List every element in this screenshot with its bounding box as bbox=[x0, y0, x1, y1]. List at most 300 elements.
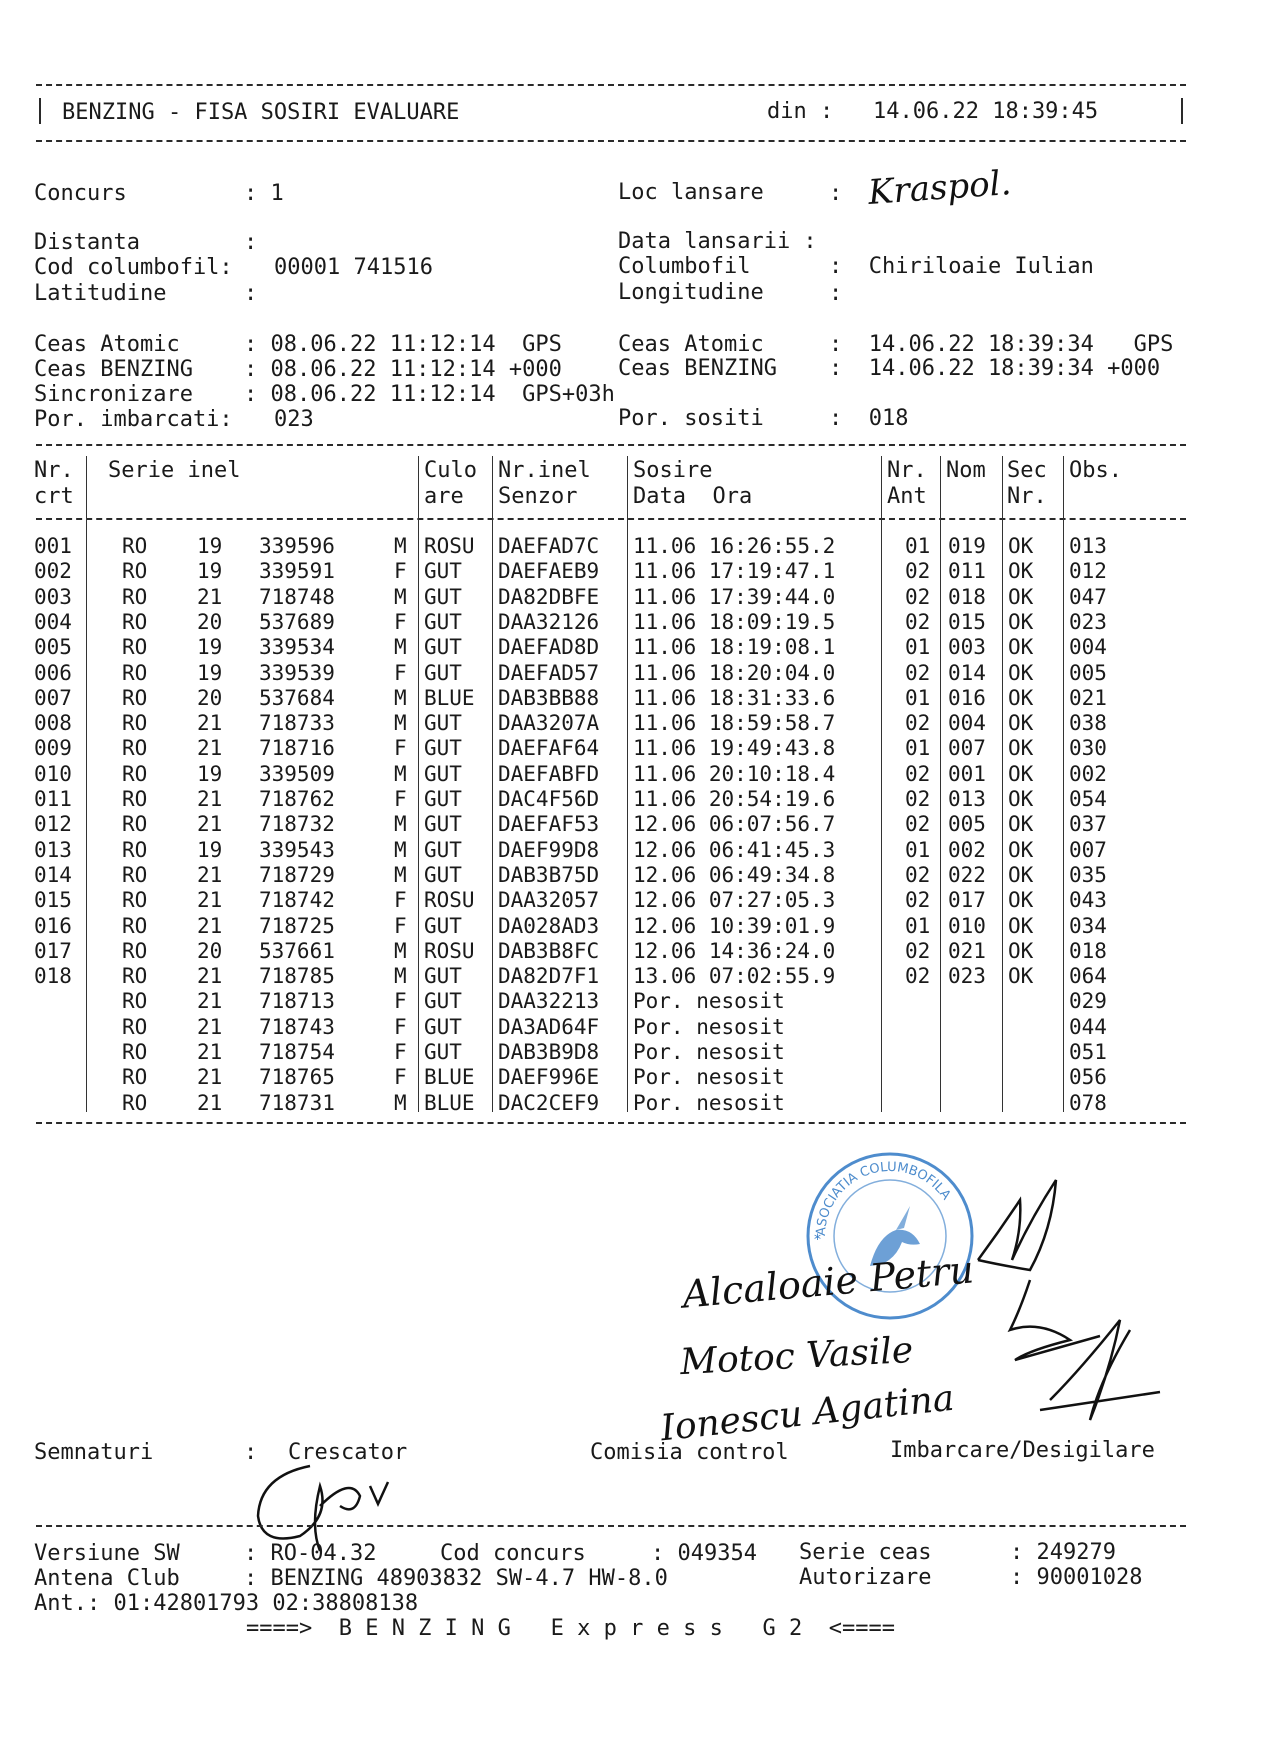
row-color: GUT bbox=[424, 812, 462, 837]
row-crt: 013 bbox=[34, 837, 72, 862]
row-country: RO bbox=[122, 660, 148, 685]
row-ring: 718732 bbox=[259, 812, 335, 837]
row-sensor: DAB3B8FC bbox=[498, 938, 600, 963]
row-crt: 016 bbox=[34, 913, 72, 938]
cod-columbofil-value: 00001 741516 bbox=[274, 255, 433, 280]
row-ant: 02 bbox=[905, 660, 931, 685]
header-right-bar bbox=[1181, 98, 1183, 124]
row-ring: 339534 bbox=[259, 635, 335, 660]
table-row bbox=[0, 585, 1276, 610]
table-row bbox=[0, 914, 1276, 939]
row-arrival: 12.06 14:36:24.0 bbox=[633, 938, 836, 963]
signature-comisia-1: Alcaloaie Petru bbox=[680, 1247, 976, 1317]
row-ant: 02 bbox=[905, 761, 931, 786]
longitudine-value: : bbox=[829, 281, 843, 306]
row-ring: 537684 bbox=[259, 685, 335, 710]
row-sensor: DAA32213 bbox=[498, 989, 600, 1014]
latitudine-value: : bbox=[244, 281, 258, 306]
table-row bbox=[0, 1040, 1276, 1065]
row-country: RO bbox=[122, 1014, 148, 1039]
row-arrival: 12.06 06:49:34.8 bbox=[633, 862, 836, 887]
col-nrinel-header: Nr.inel bbox=[498, 458, 591, 483]
row-color: ROSU bbox=[424, 534, 475, 558]
col-obs-header: Obs. bbox=[1069, 458, 1122, 483]
row-sex: F bbox=[394, 989, 407, 1014]
row-nom: 011 bbox=[948, 559, 986, 584]
table-row bbox=[0, 1065, 1276, 1090]
row-sec: OK bbox=[1008, 534, 1034, 558]
row-nom: 014 bbox=[948, 660, 986, 685]
table-bottom-rule bbox=[36, 1122, 1186, 1124]
row-sensor: DAEF996E bbox=[498, 1065, 600, 1090]
row-color: GUT bbox=[424, 736, 462, 761]
row-ant: 02 bbox=[905, 812, 931, 837]
row-country: RO bbox=[122, 938, 148, 963]
por-sositi-value: : 018 bbox=[829, 406, 909, 431]
row-arrival: Por. nesosit bbox=[633, 1014, 785, 1039]
columbofil-label: Columbofil bbox=[618, 254, 751, 279]
row-ring: 339509 bbox=[259, 761, 335, 786]
row-crt: 007 bbox=[34, 685, 72, 710]
row-year: 20 bbox=[197, 938, 223, 963]
row-sex: F bbox=[394, 660, 407, 685]
row-nom: 019 bbox=[948, 534, 986, 558]
row-arrival: 13.06 07:02:55.9 bbox=[633, 964, 836, 989]
row-sex: M bbox=[394, 1090, 407, 1115]
row-ant: 01 bbox=[905, 534, 931, 558]
row-sensor: DAEFAEB9 bbox=[498, 559, 600, 584]
row-obs: 078 bbox=[1069, 1090, 1107, 1115]
row-nom: 003 bbox=[948, 635, 986, 660]
row-color: ROSU bbox=[424, 938, 475, 963]
row-crt: 017 bbox=[34, 938, 72, 963]
row-year: 21 bbox=[197, 989, 223, 1014]
row-country: RO bbox=[122, 635, 148, 660]
row-sex: M bbox=[394, 685, 407, 710]
row-country: RO bbox=[122, 989, 148, 1014]
table-row bbox=[0, 787, 1276, 812]
antena-club-value: : BENZING 48903832 SW-4.7 HW-8.0 bbox=[244, 1566, 668, 1591]
row-nom: 021 bbox=[948, 938, 986, 963]
row-nom: 022 bbox=[948, 862, 986, 887]
row-sec: OK bbox=[1008, 787, 1034, 811]
table-row bbox=[0, 812, 1276, 837]
row-country: RO bbox=[122, 1040, 148, 1064]
table-row bbox=[0, 838, 1276, 863]
ceas-benzing-left-label: Ceas BENZING bbox=[34, 357, 193, 382]
por-imbarcati-label: Por. imbarcati: bbox=[34, 407, 233, 432]
row-sex: M bbox=[394, 761, 407, 786]
concurs-value: : 1 bbox=[244, 181, 284, 206]
row-ant: 02 bbox=[905, 862, 931, 887]
col-are-header: are bbox=[424, 484, 464, 509]
row-arrival: 11.06 18:19:08.1 bbox=[633, 635, 836, 660]
row-sex: M bbox=[394, 837, 407, 862]
row-arrival: 11.06 18:09:19.5 bbox=[633, 609, 836, 634]
row-country: RO bbox=[122, 736, 148, 761]
row-color: GUT bbox=[424, 609, 462, 634]
row-color: GUT bbox=[424, 913, 462, 938]
col-sec-header: Sec bbox=[1007, 458, 1047, 483]
row-sec: OK bbox=[1008, 913, 1034, 938]
cod-concurs-label: Cod concurs bbox=[440, 1541, 586, 1566]
ceas-atomic-right-value: : 14.06.22 18:39:34 GPS bbox=[829, 332, 1174, 357]
row-nom: 013 bbox=[948, 787, 986, 811]
row-sex: F bbox=[394, 1040, 407, 1064]
col-secnr-header: Nr. bbox=[1007, 484, 1047, 509]
row-sec: OK bbox=[1008, 964, 1034, 989]
row-obs: 029 bbox=[1069, 989, 1107, 1014]
row-sec: OK bbox=[1008, 660, 1034, 685]
row-sensor: DA3AD64F bbox=[498, 1014, 600, 1039]
row-year: 19 bbox=[197, 559, 223, 584]
row-country: RO bbox=[122, 1065, 148, 1090]
row-sec: OK bbox=[1008, 711, 1034, 736]
row-year: 20 bbox=[197, 685, 223, 710]
row-year: 21 bbox=[197, 888, 223, 913]
autorizare-label: Autorizare bbox=[799, 1565, 932, 1590]
row-sensor: DAC2CEF9 bbox=[498, 1090, 600, 1115]
row-obs: 012 bbox=[1069, 559, 1107, 584]
versiune-sw-value: : RO-04.32 bbox=[244, 1541, 377, 1566]
loc-lansare-label: Loc lansare bbox=[618, 180, 764, 205]
row-obs: 030 bbox=[1069, 736, 1107, 761]
distanta-label: Distanta bbox=[34, 230, 140, 255]
row-color: BLUE bbox=[424, 1065, 475, 1090]
row-nom: 018 bbox=[948, 584, 986, 609]
row-year: 21 bbox=[197, 787, 223, 811]
table-row bbox=[0, 888, 1276, 913]
table-row bbox=[0, 1015, 1276, 1040]
row-year: 21 bbox=[197, 1090, 223, 1115]
row-arrival: 11.06 18:31:33.6 bbox=[633, 685, 836, 710]
row-crt: 006 bbox=[34, 660, 72, 685]
row-obs: 002 bbox=[1069, 761, 1107, 786]
header-bottom-rule bbox=[36, 140, 1186, 142]
row-sec: OK bbox=[1008, 736, 1034, 761]
row-crt: 003 bbox=[34, 584, 72, 609]
row-ring: 718729 bbox=[259, 862, 335, 887]
row-arrival: 11.06 20:10:18.4 bbox=[633, 761, 836, 786]
row-year: 19 bbox=[197, 761, 223, 786]
row-country: RO bbox=[122, 913, 148, 938]
row-arrival: 11.06 18:59:58.7 bbox=[633, 711, 836, 736]
row-obs: 044 bbox=[1069, 1014, 1107, 1039]
row-sex: F bbox=[394, 787, 407, 811]
row-country: RO bbox=[122, 534, 148, 558]
row-year: 21 bbox=[197, 862, 223, 887]
date-label: din : bbox=[767, 99, 834, 124]
row-sensor: DAEFAF64 bbox=[498, 736, 600, 761]
row-ant: 02 bbox=[905, 609, 931, 634]
row-color: GUT bbox=[424, 584, 462, 609]
row-nom: 010 bbox=[948, 913, 986, 938]
row-year: 21 bbox=[197, 812, 223, 837]
stamp-text: ASOCIATIA COLUMBOFILA bbox=[813, 1159, 954, 1237]
row-year: 19 bbox=[197, 534, 223, 558]
row-sensor: DAB3B75D bbox=[498, 862, 600, 887]
row-country: RO bbox=[122, 559, 148, 584]
ceas-atomic-right-label: Ceas Atomic bbox=[618, 332, 764, 357]
row-country: RO bbox=[122, 584, 148, 609]
row-ring: 339591 bbox=[259, 559, 335, 584]
row-color: GUT bbox=[424, 559, 462, 584]
row-year: 21 bbox=[197, 1040, 223, 1064]
row-nom: 023 bbox=[948, 964, 986, 989]
col-culo-header: Culo bbox=[424, 458, 477, 483]
row-arrival: 12.06 07:27:05.3 bbox=[633, 888, 836, 913]
header-left-bar bbox=[39, 98, 41, 124]
table-row bbox=[0, 989, 1276, 1014]
row-nom: 015 bbox=[948, 609, 986, 634]
row-ring: 718725 bbox=[259, 913, 335, 938]
row-arrival: 11.06 16:26:55.2 bbox=[633, 534, 836, 558]
signature-imbarcare bbox=[960, 1170, 1170, 1440]
footer-top-rule bbox=[36, 1525, 1186, 1527]
row-sec: OK bbox=[1008, 862, 1034, 887]
row-crt: 005 bbox=[34, 635, 72, 660]
row-sex: M bbox=[394, 938, 407, 963]
data-lansarii-label: Data lansarii : bbox=[618, 229, 817, 254]
semnaturi-label: Semnaturi bbox=[34, 1440, 154, 1465]
row-sensor: DA028AD3 bbox=[498, 913, 600, 938]
row-ring: 339543 bbox=[259, 837, 335, 862]
row-sex: F bbox=[394, 559, 407, 584]
row-sec: OK bbox=[1008, 584, 1034, 609]
row-country: RO bbox=[122, 761, 148, 786]
row-year: 20 bbox=[197, 609, 223, 634]
row-obs: 013 bbox=[1069, 534, 1107, 558]
crescator-label: Crescator bbox=[288, 1440, 408, 1465]
col-ant-header: Ant bbox=[887, 484, 927, 509]
ceas-atomic-left-value: : 08.06.22 11:12:14 GPS bbox=[244, 332, 562, 357]
ceas-benzing-right-value: : 14.06.22 18:39:34 +000 bbox=[829, 356, 1161, 381]
col-nrant-header: Nr. bbox=[887, 458, 927, 483]
ceas-benzing-left-value: : 08.06.22 11:12:14 +000 bbox=[244, 357, 562, 382]
sincronizare-value: : 08.06.22 11:12:14 GPS+03h bbox=[244, 382, 615, 407]
row-sensor: DAEF99D8 bbox=[498, 837, 600, 862]
row-ring: 718743 bbox=[259, 1014, 335, 1039]
table-top-rule bbox=[36, 444, 1186, 446]
row-color: GUT bbox=[424, 862, 462, 887]
row-ant: 02 bbox=[905, 787, 931, 811]
row-sensor: DAEFABFD bbox=[498, 761, 600, 786]
row-crt: 001 bbox=[34, 534, 72, 558]
row-sensor: DAEFAF53 bbox=[498, 812, 600, 837]
row-ant: 01 bbox=[905, 736, 931, 761]
row-sex: M bbox=[394, 964, 407, 989]
serie-ceas-label: Serie ceas bbox=[799, 1540, 932, 1565]
row-color: BLUE bbox=[424, 1090, 475, 1115]
row-year: 21 bbox=[197, 1014, 223, 1039]
row-year: 21 bbox=[197, 736, 223, 761]
row-ant: 02 bbox=[905, 711, 931, 736]
row-ring: 718742 bbox=[259, 888, 335, 913]
table-row bbox=[0, 939, 1276, 964]
por-imbarcati-value: 023 bbox=[274, 407, 314, 432]
row-obs: 043 bbox=[1069, 888, 1107, 913]
ant-line: Ant.: 01:42801793 02:38808138 bbox=[34, 1591, 419, 1616]
table-row bbox=[0, 964, 1276, 989]
row-country: RO bbox=[122, 685, 148, 710]
row-sex: M bbox=[394, 534, 407, 558]
table-row bbox=[0, 762, 1276, 787]
sheet-title: BENZING - FISA SOSIRI EVALUARE bbox=[62, 100, 460, 125]
row-sex: F bbox=[394, 736, 407, 761]
row-sensor: DAEFAD8D bbox=[498, 635, 600, 660]
row-obs: 047 bbox=[1069, 584, 1107, 609]
distanta-value: : bbox=[244, 230, 258, 255]
row-nom: 007 bbox=[948, 736, 986, 761]
row-ring: 718762 bbox=[259, 787, 335, 811]
row-nom: 004 bbox=[948, 711, 986, 736]
row-arrival: 12.06 10:39:01.9 bbox=[633, 913, 836, 938]
row-sec: OK bbox=[1008, 685, 1034, 710]
date-value: 14.06.22 18:39:45 bbox=[873, 99, 1099, 124]
benzing-banner: ====> B E N Z I N G E x p r e s s G 2 <==== bbox=[246, 1616, 896, 1641]
row-sec: OK bbox=[1008, 888, 1034, 913]
row-color: GUT bbox=[424, 635, 462, 660]
table-row bbox=[0, 635, 1276, 660]
row-year: 21 bbox=[197, 711, 223, 736]
row-crt: 011 bbox=[34, 787, 72, 811]
longitudine-label: Longitudine bbox=[618, 280, 764, 305]
row-crt: 015 bbox=[34, 888, 72, 913]
row-year: 21 bbox=[197, 913, 223, 938]
row-sec: OK bbox=[1008, 609, 1034, 634]
row-obs: 056 bbox=[1069, 1065, 1107, 1090]
row-sensor: DAEFAD7C bbox=[498, 534, 600, 558]
row-nom: 017 bbox=[948, 888, 986, 913]
row-arrival: Por. nesosit bbox=[633, 989, 785, 1014]
row-country: RO bbox=[122, 1090, 148, 1115]
row-sensor: DAA32126 bbox=[498, 609, 600, 634]
concurs-label: Concurs bbox=[34, 181, 127, 206]
row-obs: 035 bbox=[1069, 862, 1107, 887]
ceas-benzing-right-label: Ceas BENZING bbox=[618, 356, 777, 381]
row-arrival: 11.06 20:54:19.6 bbox=[633, 787, 836, 811]
row-arrival: 12.06 06:07:56.7 bbox=[633, 812, 836, 837]
row-sec: OK bbox=[1008, 559, 1034, 584]
row-crt: 004 bbox=[34, 609, 72, 634]
columbofil-value: : Chiriloaie Iulian bbox=[829, 254, 1094, 279]
row-ant: 01 bbox=[905, 635, 931, 660]
row-year: 19 bbox=[197, 635, 223, 660]
signature-comisia-3: Ionescu Agatina bbox=[658, 1377, 957, 1450]
row-sensor: DAA32057 bbox=[498, 888, 600, 913]
row-sex: F bbox=[394, 888, 407, 913]
row-ring: 718765 bbox=[259, 1065, 335, 1090]
row-arrival: Por. nesosit bbox=[633, 1040, 785, 1064]
row-crt: 008 bbox=[34, 711, 72, 736]
row-sensor: DA82DBFE bbox=[498, 584, 600, 609]
row-sex: M bbox=[394, 862, 407, 887]
col-dataora-header: Data Ora bbox=[633, 484, 753, 509]
row-sec: OK bbox=[1008, 812, 1034, 837]
col-nom-header: Nom bbox=[946, 458, 986, 483]
row-sex: M bbox=[394, 711, 407, 736]
row-nom: 005 bbox=[948, 812, 986, 837]
row-crt: 009 bbox=[34, 736, 72, 761]
row-sensor: DAEFAD57 bbox=[498, 660, 600, 685]
header-top-rule bbox=[36, 84, 1186, 86]
row-color: GUT bbox=[424, 1040, 462, 1064]
row-ant: 02 bbox=[905, 938, 931, 963]
row-color: GUT bbox=[424, 837, 462, 862]
row-ring: 339539 bbox=[259, 660, 335, 685]
row-sex: M bbox=[394, 812, 407, 837]
row-year: 19 bbox=[197, 660, 223, 685]
row-arrival: 11.06 17:19:47.1 bbox=[633, 559, 836, 584]
row-obs: 021 bbox=[1069, 685, 1107, 710]
row-sensor: DAB3B9D8 bbox=[498, 1040, 600, 1064]
row-arrival: Por. nesosit bbox=[633, 1065, 785, 1090]
row-sex: F bbox=[394, 609, 407, 634]
row-arrival: Por. nesosit bbox=[633, 1090, 785, 1115]
row-country: RO bbox=[122, 862, 148, 887]
row-crt: 002 bbox=[34, 559, 72, 584]
row-arrival: 11.06 17:39:44.0 bbox=[633, 584, 836, 609]
row-color: BLUE bbox=[424, 685, 475, 710]
row-year: 21 bbox=[197, 1065, 223, 1090]
row-sensor: DAB3BB88 bbox=[498, 685, 600, 710]
row-obs: 005 bbox=[1069, 660, 1107, 685]
table-row bbox=[0, 686, 1276, 711]
sincronizare-label: Sincronizare bbox=[34, 382, 193, 407]
row-color: GUT bbox=[424, 711, 462, 736]
row-ring: 718716 bbox=[259, 736, 335, 761]
row-ant: 02 bbox=[905, 964, 931, 989]
row-obs: 038 bbox=[1069, 711, 1107, 736]
row-color: ROSU bbox=[424, 888, 475, 913]
row-sec: OK bbox=[1008, 837, 1034, 862]
imbarcare-desigilare-label: Imbarcare/Desigilare bbox=[890, 1438, 1155, 1463]
col-senzor-header: Senzor bbox=[498, 484, 578, 509]
table-row bbox=[0, 863, 1276, 888]
row-obs: 054 bbox=[1069, 787, 1107, 811]
row-ant: 02 bbox=[905, 584, 931, 609]
row-ring: 718733 bbox=[259, 711, 335, 736]
row-obs: 064 bbox=[1069, 964, 1107, 989]
row-color: GUT bbox=[424, 1014, 462, 1039]
row-sec: OK bbox=[1008, 938, 1034, 963]
row-country: RO bbox=[122, 837, 148, 862]
row-sec: OK bbox=[1008, 761, 1034, 786]
col-serie-header: Serie inel bbox=[108, 458, 241, 483]
loc-lansare-colon: : bbox=[829, 181, 843, 206]
latitudine-label: Latitudine bbox=[34, 281, 167, 306]
row-sex: M bbox=[394, 584, 407, 609]
svg-text:*: * bbox=[814, 1232, 821, 1248]
row-obs: 037 bbox=[1069, 812, 1107, 837]
row-arrival: 12.06 06:41:45.3 bbox=[633, 837, 836, 862]
row-sex: M bbox=[394, 635, 407, 660]
row-year: 21 bbox=[197, 584, 223, 609]
row-ring: 718713 bbox=[259, 989, 335, 1014]
ceas-atomic-left-label: Ceas Atomic bbox=[34, 332, 180, 357]
row-ring: 537661 bbox=[259, 938, 335, 963]
table-row bbox=[0, 559, 1276, 584]
row-crt: 010 bbox=[34, 761, 72, 786]
table-row bbox=[0, 711, 1276, 736]
row-country: RO bbox=[122, 787, 148, 811]
row-crt: 014 bbox=[34, 862, 72, 887]
autorizare-value: : 90001028 bbox=[1010, 1565, 1143, 1590]
row-obs: 007 bbox=[1069, 837, 1107, 862]
row-ring: 718754 bbox=[259, 1040, 335, 1064]
table-row bbox=[0, 736, 1276, 761]
row-ring: 718731 bbox=[259, 1090, 335, 1115]
